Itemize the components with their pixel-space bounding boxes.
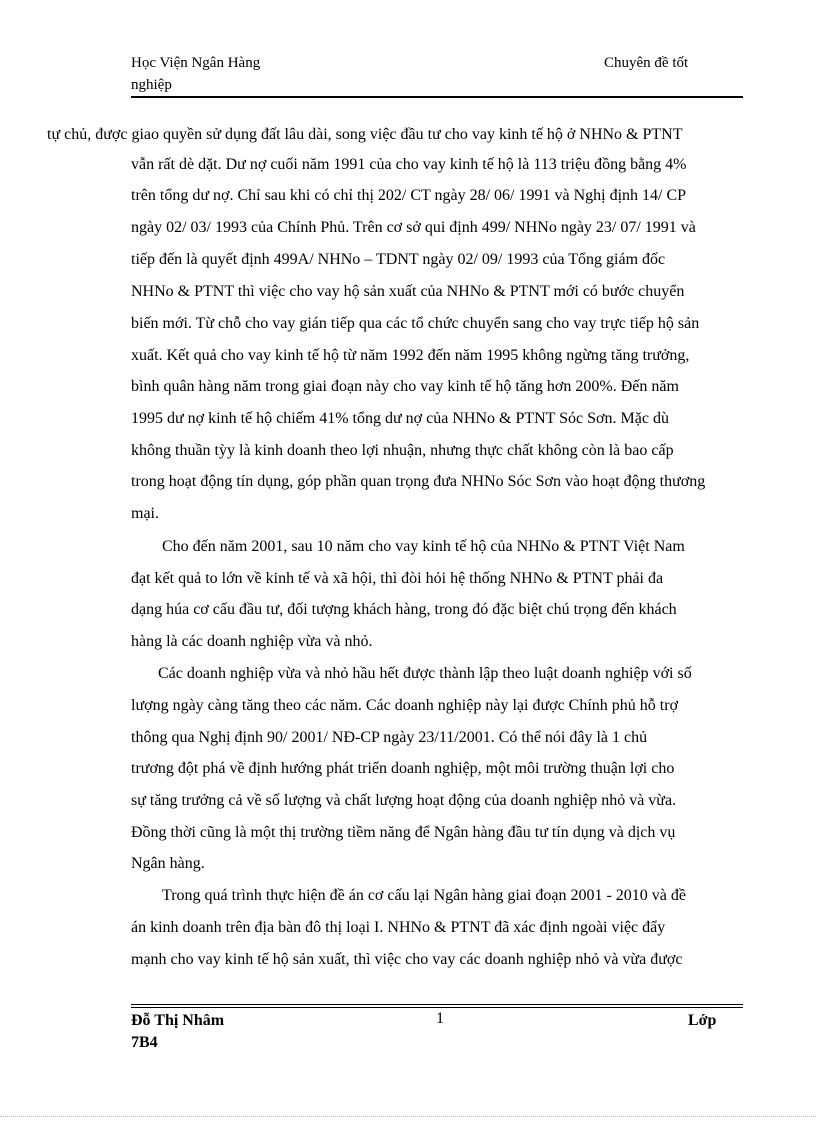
body-line: trên tổng dư nợ. Chỉ sau khi có chỉ thị 202/ CT ngày 28/ 06/ 1991 và Nghị định 14/ CP	[131, 187, 687, 204]
header-title: Chuyên đề tốt	[604, 55, 689, 71]
page-number: 1	[436, 1010, 444, 1027]
body-line: Trong quá trình thực hiện đề án cơ cấu lại Ngân hàng giai đoạn 2001 - 2010 và đề	[162, 887, 686, 904]
body-line: mạnh cho vay kinh tế hộ sản xuất, thì việc cho vay các doanh nghiệp nhỏ và vừa được	[131, 951, 683, 968]
body-line: Cho đến năm 2001, sau 10 năm cho vay kinh tế hộ của NHNo & PTNT Việt Nam	[162, 538, 685, 555]
header-divider	[131, 96, 743, 98]
page-edge	[0, 1116, 816, 1117]
body-line: Các doanh nghiệp vừa và nhỏ hầu hết được thành lập theo luật doanh nghiệp với số	[158, 665, 692, 682]
body-line: không thuần tỳy là kinh doanh theo lợi nhuận, nhưng thực chất không còn là bao cấp	[131, 442, 674, 459]
footer-divider	[131, 1004, 743, 1005]
body-line: bình quân hàng năm trong giai đoạn này cho vay kinh tế hộ tăng hơn 200%. Đến năm	[131, 378, 679, 395]
body-line: đạt kết quả to lớn về kinh tế và xã hội, thì đòi hỏi hệ thống NHNo & PTNT phải đa	[131, 570, 664, 587]
footer-divider	[131, 1007, 743, 1008]
body-line: thông qua Nghị định 90/ 2001/ NĐ-CP ngày 23/11/2001. Có thể nói đây là 1 chủ	[131, 729, 648, 746]
body-line: vẫn rất dè dặt. Dư nợ cuối năm 1991 của cho vay kinh tế hộ là 113 triệu đồng bằng 4%	[131, 156, 687, 173]
header-title-continued: nghiệp	[131, 77, 172, 93]
body-line: biến mới. Từ chỗ cho vay gián tiếp qua các tổ chức chuyển sang cho vay trực tiếp hộ sản	[131, 315, 700, 332]
footer-author: Đỗ Thị Nhâm	[131, 1012, 225, 1029]
body-line: dạng húa cơ cấu đầu tư, đối tượng khách hàng, trong đó đặc biệt chú trọng đến khách	[131, 601, 677, 618]
body-line: trương đột phá về định hướng phát triển doanh nghiệp, một môi trường thuận lợi cho	[131, 760, 675, 777]
body-line: Đồng thời cũng là một thị trường tiềm năng để Ngân hàng đầu tư tín dụng và dịch vụ	[131, 824, 676, 841]
body-line: mại.	[131, 505, 159, 522]
body-line: Ngân hàng.	[131, 855, 205, 872]
body-line: lượng ngày càng tăng theo các năm. Các doanh nghiệp này lại được Chính phủ hỗ trợ	[131, 697, 679, 714]
body-line: NHNo & PTNT thì việc cho vay hộ sản xuất của NHNo & PTNT mới có bước chuyển	[131, 283, 685, 300]
footer-class-code: 7B4	[131, 1034, 158, 1051]
body-line: án kinh doanh trên địa bàn đô thị loại I. NHNo & PTNT đã xác định ngoài việc đẩy	[131, 919, 666, 936]
header-institution: Học Viện Ngân Hàng	[131, 55, 261, 71]
body-line: 1995 dư nợ kinh tế hộ chiếm 41% tổng dư nợ của NHNo & PTNT Sóc Sơn. Mặc dù	[131, 410, 669, 427]
body-line: ngày 02/ 03/ 1993 của Chính Phủ. Trên cơ sở qui định 499/ NHNo ngày 23/ 07/ 1991 và	[131, 219, 696, 236]
body-line: tiếp đến là quyết định 499A/ NHNo – TDNT ngày 02/ 09/ 1993 của Tổng giám đốc	[131, 251, 666, 268]
body-line: tự chủ, được giao quyền sử dụng đất lâu dài, song việc đầu tư cho vay kinh tế hộ ở NHNo & PTNT	[47, 126, 683, 143]
footer-class-label: Lớp	[688, 1012, 717, 1029]
body-line: hàng là các doanh nghiệp vừa và nhỏ.	[131, 633, 373, 650]
body-line: xuất. Kết quả cho vay kinh tế hộ từ năm 1992 đến năm 1995 không ngừng tăng trưởng,	[131, 347, 690, 364]
body-line: sự tăng trưởng cả về số lượng và chất lượng hoạt động của doanh nghiệp nhỏ và vừa.	[131, 792, 677, 809]
body-line: trong hoạt động tín dụng, góp phần quan trọng đưa NHNo Sóc Sơn vào hoạt động thương	[131, 473, 706, 490]
